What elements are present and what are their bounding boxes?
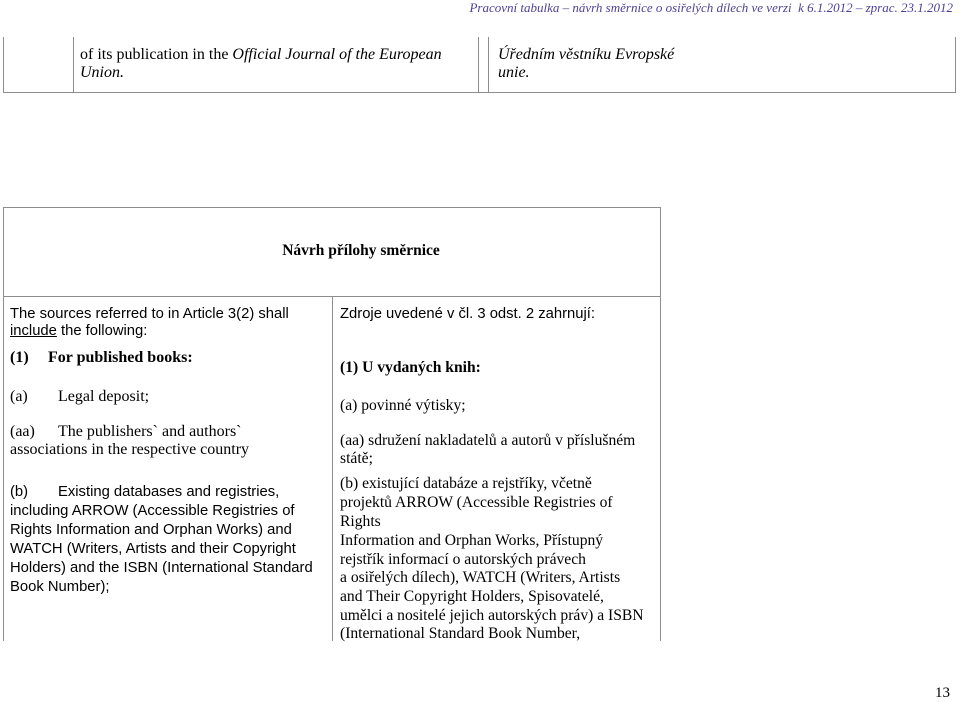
column-divider-line (332, 296, 333, 641)
table-border-line (478, 37, 479, 93)
english-item-b-line: WATCH (Writers, Artists and their Copyright (10, 541, 296, 557)
english-item-b-line: Book Number); (10, 579, 110, 595)
czech-item-aa-line: (aa) sdružení nakladatelů a autorů v příslušném (340, 432, 636, 449)
table-border-line (660, 207, 661, 641)
continued-row-czech-line: unie. (498, 64, 530, 81)
czech-item-b-line: (International Standard Book Number, (340, 625, 581, 642)
english-item-b-line: including ARROW (Accessible Registries of (10, 503, 295, 519)
english-item-b-line: Rights Information and Orphan Works) and (10, 522, 292, 538)
english-intro-line: The sources referred to in Article 3(2) shall (10, 306, 289, 322)
czech-intro-line: Zdroje uvedené v čl. 3 odst. 2 zahrnují: (340, 306, 595, 322)
plain-text: of its publication in the (80, 46, 233, 63)
czech-item-1: (1) U vydaných knih: (340, 359, 481, 376)
running-header: Pracovní tabulka – návrh směrnice o osiřelých dílech ve verzi k 6.1.2012 – zprac. 23.1.2012 (469, 0, 953, 15)
english-item-b-line: Holders) and the ISBN (International Standard (10, 560, 313, 576)
italic-text: Official Journal of the European (232, 46, 442, 63)
english-item-a-label: (a) (10, 388, 28, 405)
czech-item-b-line: a osiřelých dílech), WATCH (Writers, Artists (340, 569, 621, 586)
english-item-aa-label: (aa) (10, 423, 35, 440)
czech-item-b-line: rejstřík informací o autorských právech (340, 551, 586, 568)
english-item-1-label: (1) (10, 349, 29, 366)
table-border-line (3, 92, 956, 93)
table-border-line (3, 37, 4, 93)
english-item-b-label: (b) (10, 484, 29, 500)
table-border-line (955, 37, 956, 93)
czech-item-a: (a) povinné výtisky; (340, 397, 466, 414)
czech-item-b-line: Information and Orphan Works, Přístupný (340, 532, 604, 549)
table-border-line (73, 37, 74, 93)
english-item-1-text: For published books: (48, 349, 193, 366)
czech-item-aa-line: státě; (340, 450, 373, 467)
continued-row-english-line (80, 46, 442, 64)
page-number: 13 (935, 685, 950, 701)
plain-text: the following: (56, 323, 148, 339)
table-border-line (3, 207, 4, 641)
czech-item-b-line: umělci a nositelé jejich autorských práv) a ISBN (340, 607, 644, 624)
continued-row-czech-line: Úředním věstníku Evropské (498, 46, 675, 63)
czech-item-b-line: projektů ARROW (Accessible Registries of (340, 494, 613, 511)
english-item-aa-line: The publishers` and authors` (58, 423, 242, 440)
underlined-text: include (10, 323, 57, 339)
english-item-b-line: Existing databases and registries, (58, 484, 280, 500)
english-item-a-text: Legal deposit; (58, 388, 150, 405)
table-border-line (488, 37, 489, 93)
czech-item-b-line: Rights (340, 513, 381, 530)
annex-title: Návrh přílohy směrnice (282, 242, 440, 259)
english-item-aa-line: associations in the respective country (10, 441, 250, 458)
czech-item-b-line: (b) existující databáze a rejstříky, včetně (340, 475, 592, 492)
continued-row-english-line: Union. (80, 64, 124, 81)
table-border-line (3, 207, 661, 208)
czech-item-b-line: and Their Copyright Holders, Spisovatelé, (340, 588, 604, 605)
english-intro-line (10, 322, 147, 340)
